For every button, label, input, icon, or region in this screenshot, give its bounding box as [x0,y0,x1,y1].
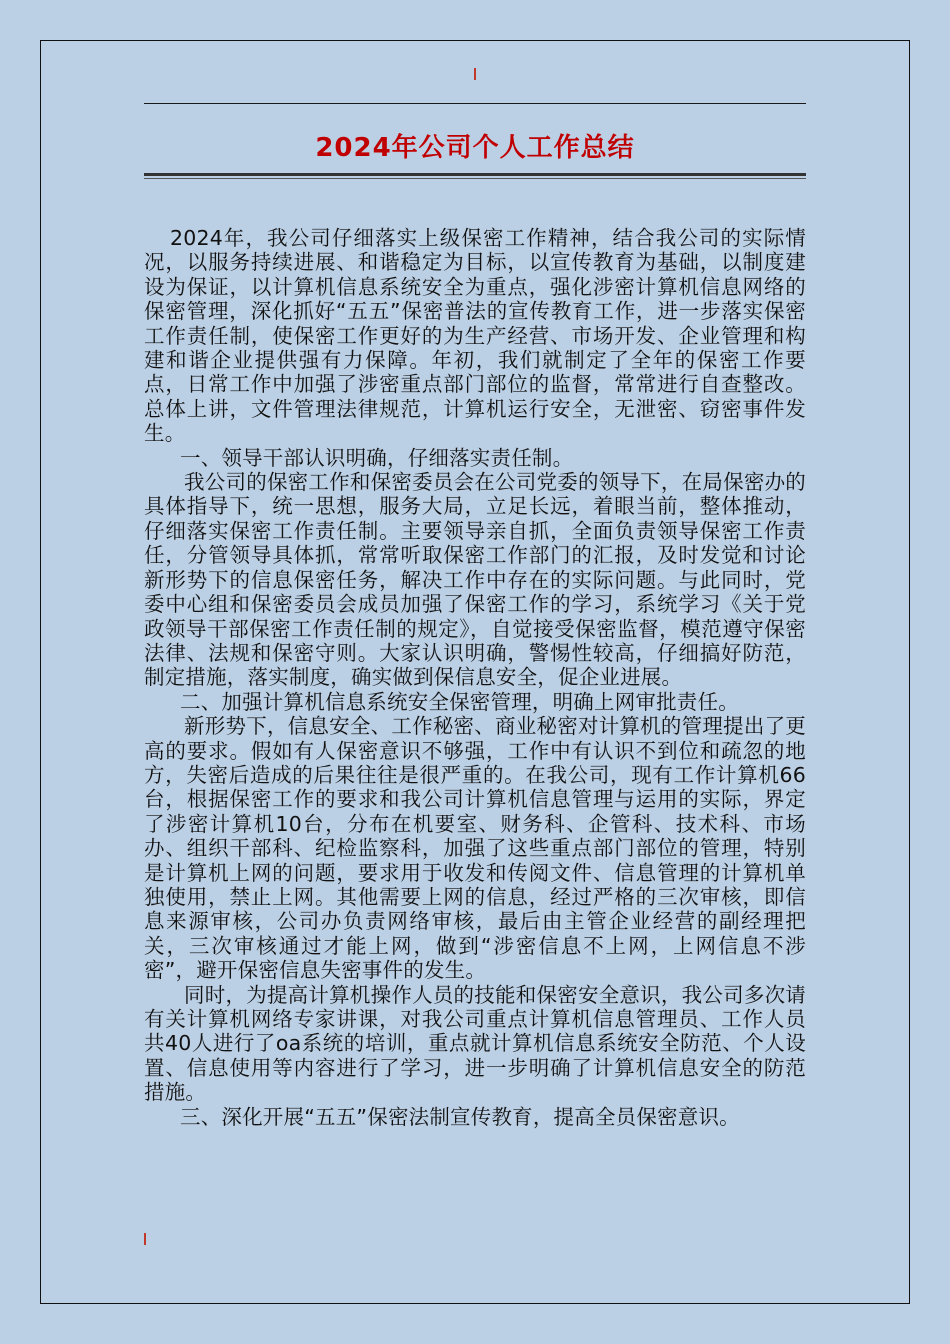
header-rule [144,103,806,104]
footer-mark [144,1233,146,1245]
document-title: 2024年公司个人工作总结 [315,133,635,163]
section-heading-2: 二、加强计算机信息系统安全保密管理，明确上网审批责任。 [180,689,739,714]
paragraph-section-1: 我公司的保密工作和保密委员会在公司党委的领导下，在局保密办的具体指导下，统一思想，服务大局，立足长远，着眼当前，整体推动，仔细落实保密工作责任制。主要领导亲自抓，全面负责领导保密工作责任，分管领导具体抓，常常听取保密工作部门的汇报，及时发觉和讨论新形势下的信息保密任务，解决工作中存在的实际问题。与此同时，党委中心组和保密委员会成员加强了保密工作的学习，系统学习《关于党政领导干部保密工作责任制的规定》，自觉接受保密监督，模范遵守保密法律、法规和保密守则。大家认识明确，警惕性较高，仔细搞好防范，制定措施，落实制度，确实做到保信息安全，促企业进展。 [144,470,806,690]
title-rule [144,173,806,176]
paragraph-section-2b: 同时，为提高计算机操作人员的技能和保密安全意识，我公司多次请有关计算机网络专家讲课，对我公司重点计算机信息管理员、工作人员共40人进行了oa系统的培训，重点就计算机信息系统安全防范、个人设置、信息使用等内容进行了学习，进一步明确了计算机信息安全的防范措施。 [144,982,806,1105]
header-mark [474,68,476,80]
section-heading-3: 三、深化开展“五五”保密法制宣传教育，提高全员保密意识。 [180,1104,740,1129]
paragraph-section-2a: 新形势下，信息安全、工作秘密、商业秘密对计算机的管理提出了更高的要求。假如有人保密意识不够强，工作中有认识不到位和疏忽的地方，失密后造成的后果往往是很严重的。在我公司，现有工作计算机66台，根据保密工作的要求和我公司计算机信息管理与运用的实际，界定了涉密计算机10台，分布在机要室、财务科、企管科、技术科、市场办、组织干部科、纪检监察科，加强了这些重点部门部位的管理，特别是计算机上网的问题，要求用于收发和传阅文件、信息管理的计算机单独使用，禁止上网。其他需要上网的信息，经过严格的三次审核，即信息来源审核，公司办负责网络审核，最后由主管企业经营的副经理把关，三次审核通过才能上网，做到“涉密信息不上网，上网信息不涉密”，避开保密信息失密事件的发生。 [144,714,806,983]
paragraph-intro: 2024年，我公司仔细落实上级保密工作精神，结合我公司的实际情况，以服务持续进展、和谐稳定为目标，以宣传教育为基础，以制度建设为保证，以计算机信息系统安全为重点，强化涉密计算机信息网络的保密管理，深化抓好“五五”保密普法的宣传教育工作，进一步落实保密工作责任制，使保密工作更好的为生产经营、市场开发、企业管理和构建和谐企业提供强有力保障。年初，我们就制定了全年的保密工作要点，日常工作中加强了涉密重点部门部位的监督，常常进行自查整改。总体上讲，文件管理法律规范，计算机运行安全，无泄密、窃密事件发生。 [144,226,806,446]
title-rule-thin [144,178,806,179]
section-heading-1: 一、领导干部认识明确，仔细落实责任制。 [180,445,574,470]
document-body [144,226,806,1129]
